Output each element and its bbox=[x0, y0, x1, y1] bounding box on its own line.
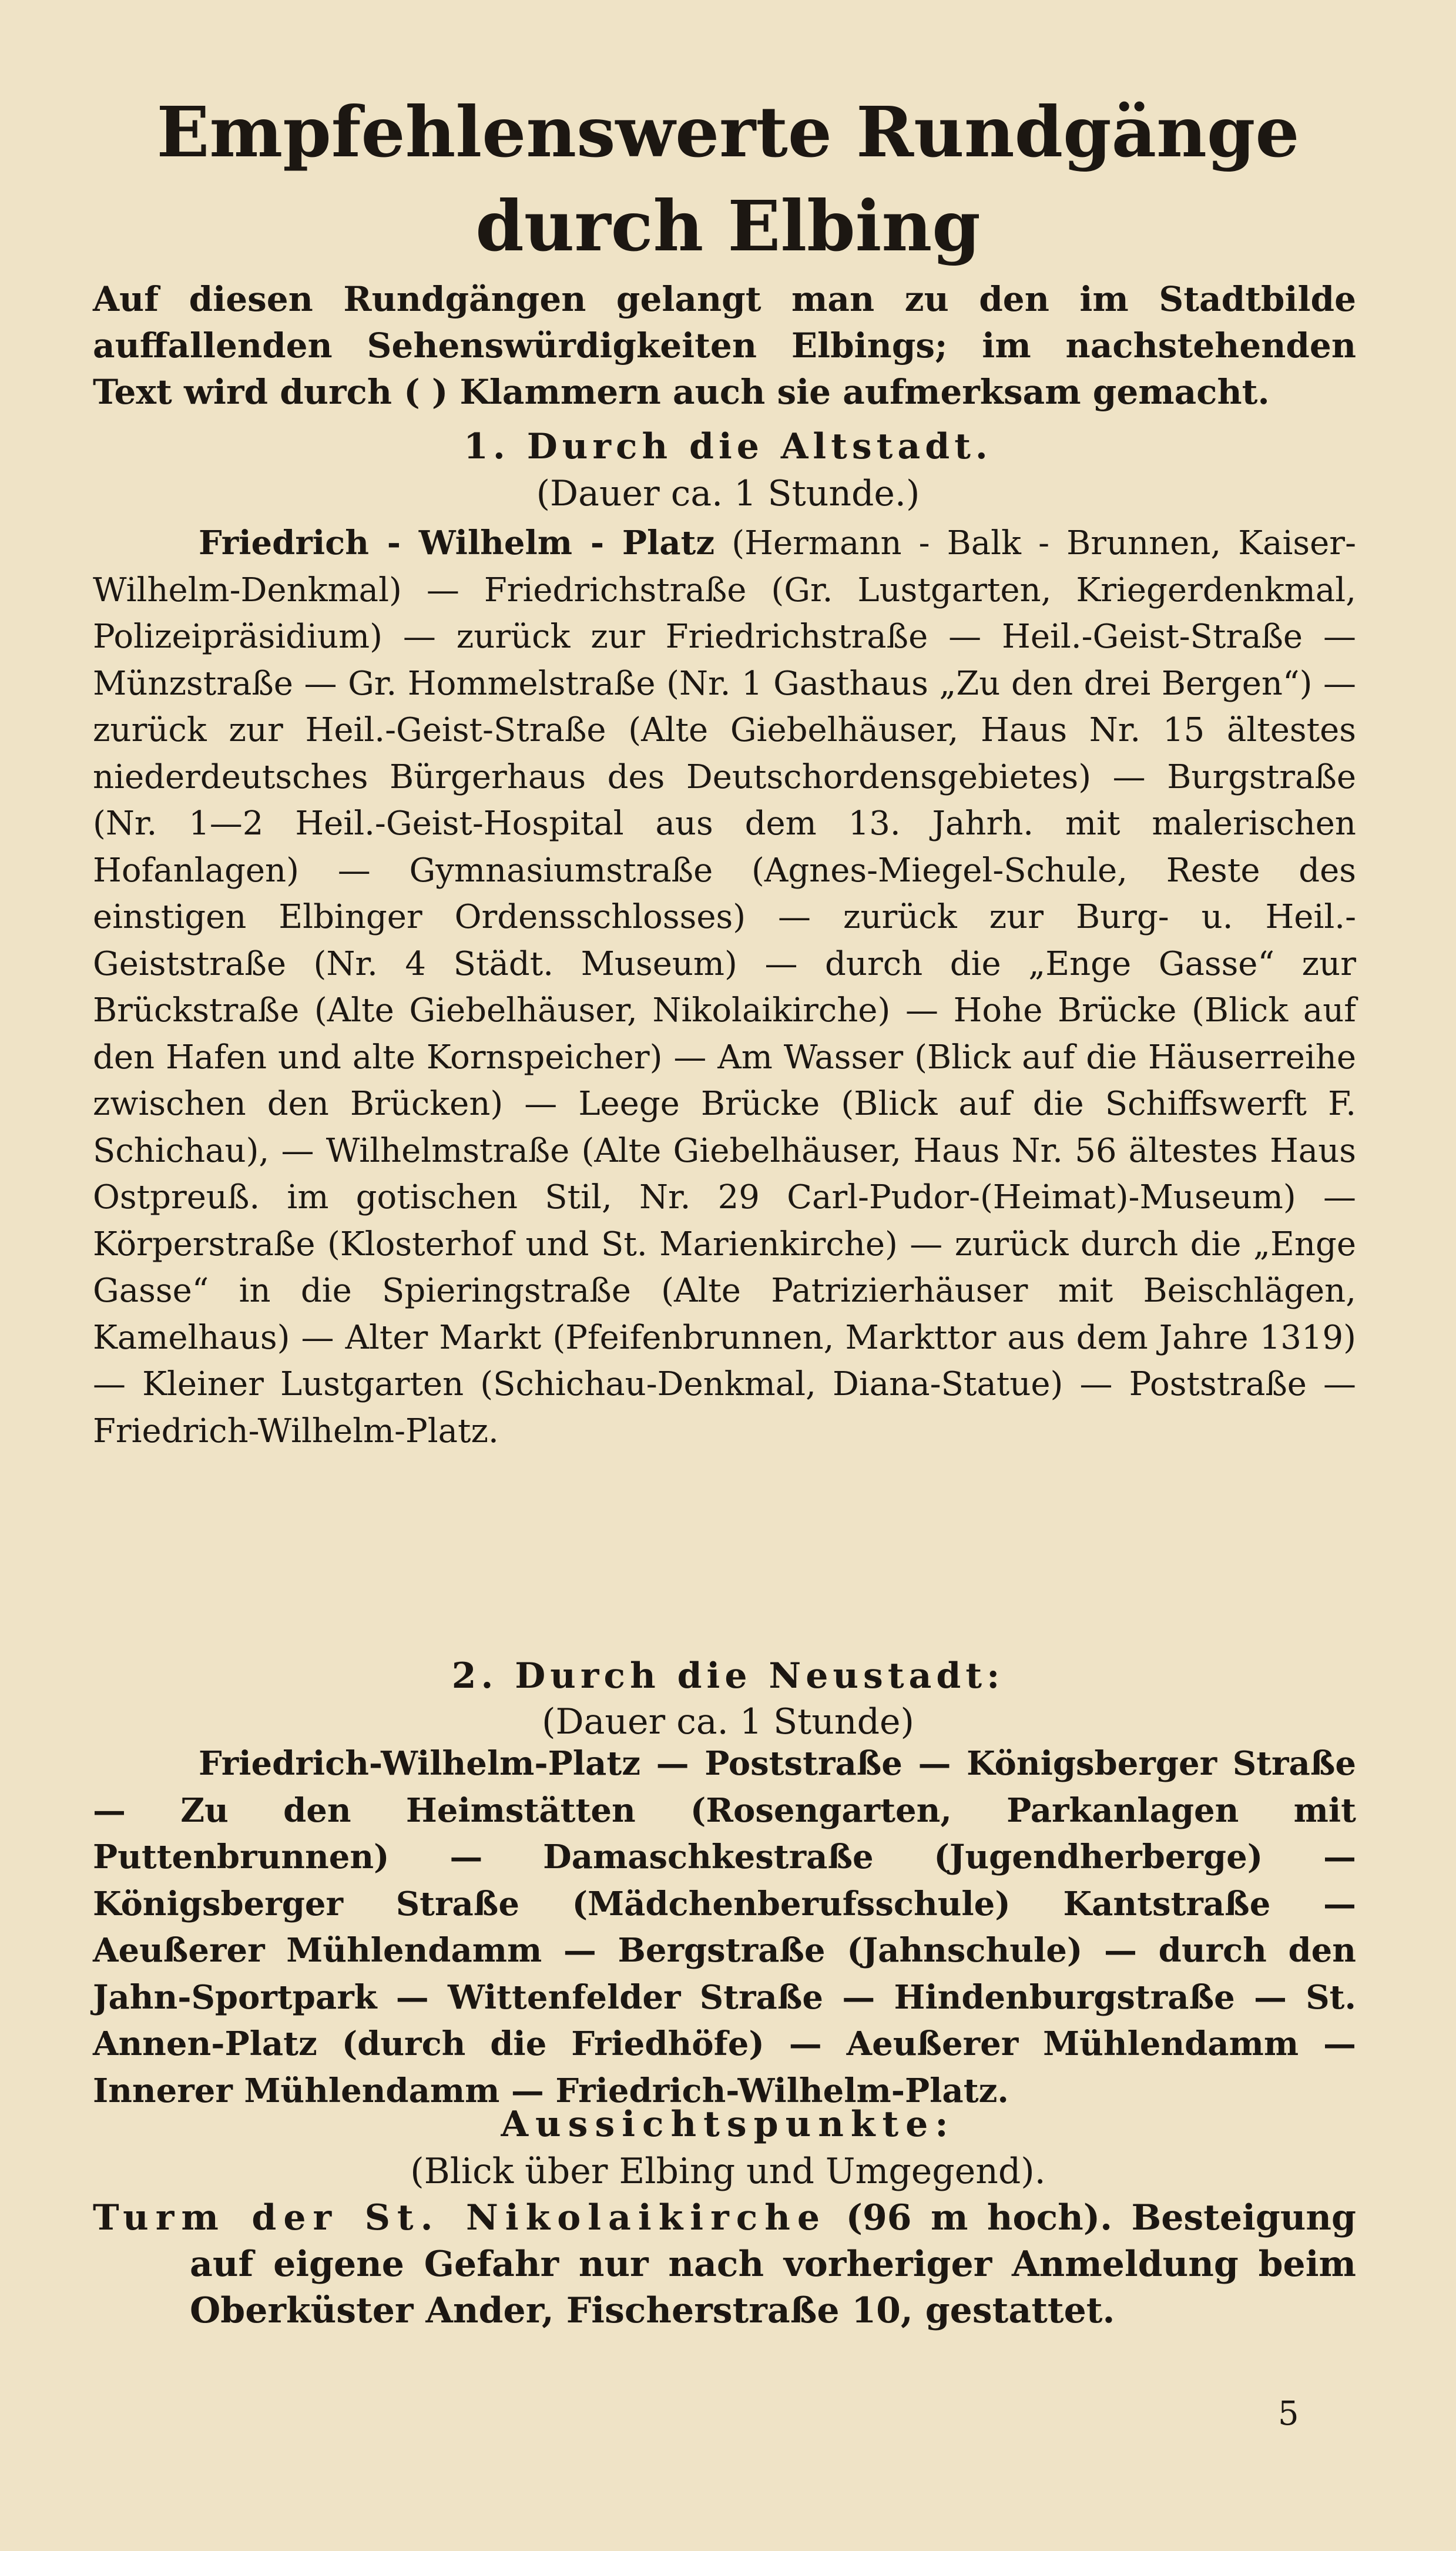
tour2-route: Friedrich-Wilhelm-Platz — Poststraße — Königsberger Straße — Zu den Heimstätten (Rosengarten, Parkanlagen mit Puttenbrunnen) — Damaschkestraße (Jugendherberge) — Königsberger Straße (Mädchenberufsschule) Kantstraße — Aeußerer Mühlendamm — Bergstraße (Jahnschule) — durch den Jahn-Sportpark — Wittenfelder Straße — Hindenburgstraße — St. Annen-Platz (durch die Friedhöfe) — Aeußerer Mühlendamm — Innerer Mühlendamm — Friedrich-Wilhelm-Platz. bbox=[93, 1744, 1356, 2110]
tour2-heading: 2. Durch die Neustadt: bbox=[451, 1655, 1005, 1697]
tour2-duration: (Dauer ca. 1 Stunde) bbox=[542, 1701, 914, 1742]
tower-entry bbox=[93, 2195, 1356, 2334]
tour1-duration: (Dauer ca. 1 Stunde.) bbox=[536, 473, 920, 514]
tour1-heading: 1. Durch die Altstadt. bbox=[464, 426, 992, 467]
viewpoints-heading: Aussichtspunkte: bbox=[501, 2104, 955, 2145]
tour1-start: Friedrich - Wilhelm - Platz bbox=[199, 524, 715, 562]
intro-paragraph: Auf diesen Rundgängen gelangt man zu den im Stadtbilde auffallenden Sehenswürdigkeiten Elbings; im nachstehenden Text wird durch ( ) Klammern auch sie aufmerksam gemacht. bbox=[93, 279, 1356, 412]
tour1-route bbox=[93, 520, 1356, 1454]
tower-description: (96 m hoch). Besteigung auf eigene Gefahr nur nach vorheriger Anmeldung beim Oberküster Ander, Fischerstraße 10, gestattet. bbox=[190, 2197, 1357, 2331]
viewpoints-subtitle: (Blick über Elbing und Umgegend). bbox=[410, 2151, 1046, 2192]
tower-name: Turm der St. Nikolaikirche bbox=[93, 2197, 827, 2238]
page-title: Empfehlenswerte Rundgänge durch Elbing bbox=[156, 91, 1300, 267]
page-number: 5 bbox=[1278, 2395, 1299, 2433]
tour1-route-text: (Hermann - Balk - Brunnen, Kaiser-Wilhelm-Denkmal) — Friedrichstraße (Gr. Lustgarten, Kriegerdenkmal, Polizeipräsidium) — zurück zur Friedrichstraße — Heil.-Geist-Straße — Münzstraße — Gr. Hommelstraße (Nr. 1 Gasthaus „Zu den drei Bergen“) — zurück zur Heil.-Geist-Straße (Alte Giebelhäuser, Haus Nr. 15 ältestes niederdeutsches Bürgerhaus des Deutschordensgebietes) — Burgstraße (Nr. 1—2 Heil.-Geist-Hospital aus dem 13. Jahrh. mit malerischen Hofanlagen) — Gymnasiumstraße (Agnes-Miegel-Schule, Reste des einstigen Elbinger Ordensschlosses) — zurück zur Burg- u. Heil.-Geiststraße (Nr. 4 Städt. Museum) — durch die „Enge Gasse“ zur Brückstraße (Alte Giebelhäuser, Nikolaikirche) — Hohe Brücke (Blick auf den Hafen und alte Kornspeicher) — Am Wasser (Blick auf die Häuserreihe zwischen den Brücken) — Leege Brücke (Blick auf die Schiffswerft F. Schichau), — Wilhelmstraße (Alte Giebelhäuser, Haus Nr. 56 ältestes Haus Ostpreuß. im gotischen Stil, Nr. 29 Carl-Pudor-(Heimat)-Museum) — Körperstraße (Klosterhof und St. Marienkirche) — zurück durch die „Enge Gasse“ in die Spieringstraße (Alte Patrizierhäuser mit Beischlägen, Kamelhaus) — Alter Markt (Pfeifenbrunnen, Markttor aus dem Jahre 1319) — Kleiner Lustgarten (Schichau-Denkmal, Diana-Statue) — Poststraße — Friedrich-Wilhelm-Platz. bbox=[93, 524, 1356, 1450]
